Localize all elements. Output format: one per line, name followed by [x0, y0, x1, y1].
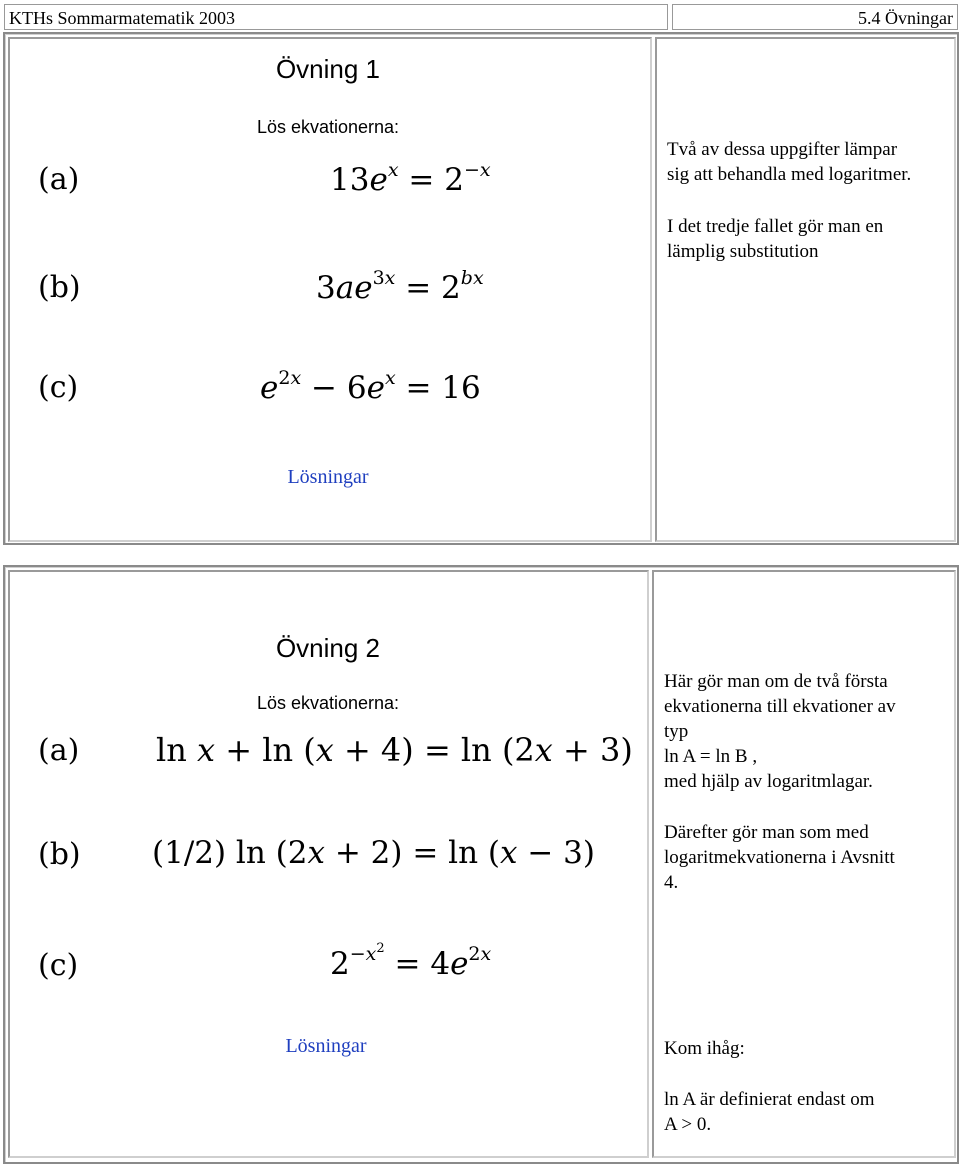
exercise-2-label-a: (a)	[38, 733, 80, 768]
exercise-1-note-1: Två av dessa uppgifter lämpar sig att behandla med logaritmer.	[667, 139, 912, 185]
exercise-1-solutions-link[interactable]: Lösningar	[287, 466, 369, 488]
header-section: 5.4 Övningar	[858, 8, 953, 28]
exercise-1-instruction: Lös ekvationerna:	[256, 117, 400, 137]
exercise-1-equation-c: $e^{2x} - 6e^x = 16$	[260, 367, 481, 406]
exercise-2-label-c: (c)	[38, 948, 79, 983]
exercise-1-equation-a: $13e^x = 2^{-x}$	[330, 159, 491, 198]
header-right	[672, 4, 958, 30]
exercise-1-label-a: (a)	[38, 162, 80, 197]
exercise-2-note-1: Här gör man om de två första ekvationerna till ekvationer av typ ln A = ln B , med hjälp av logaritmlagar.	[664, 671, 896, 792]
exercise-2-equation-a: ln x + ln (x + 4) = ln (2x + 3)	[156, 731, 633, 769]
header-left	[4, 4, 668, 30]
exercise-2-solutions-link[interactable]: Lösningar	[285, 1035, 367, 1057]
exercise-1-equation-b: $3ae^{3x} = 2^{bx}$	[316, 267, 484, 306]
exercise-2-note-2: Därefter gör man som med logaritmekvationerna i Avsnitt 4.	[664, 822, 895, 893]
exercise-2-label-b: (b)	[38, 837, 81, 872]
header-title: KTHs Sommarmatematik 2003	[9, 8, 235, 28]
exercise-1-note-2: I det tredje fallet gör man en lämplig substitution	[667, 216, 884, 262]
exercise-1-label-c: (c)	[38, 370, 79, 405]
exercise-2-equation-c: $2^{-x^2} = 4e^{2x}$	[330, 941, 492, 982]
exercise-2-equation-b: (1/2) ln (2x + 2) = ln (x − 3)	[152, 835, 595, 871]
exercise-1-label-b: (b)	[38, 270, 81, 305]
exercise-1-title: Övning 1	[275, 54, 381, 84]
remember-title: Kom ihåg:	[664, 1038, 745, 1059]
exercise-2-title: Övning 2	[275, 633, 381, 663]
exercise-2-instruction: Lös ekvationerna:	[256, 693, 400, 713]
remember-text: ln A är definierat endast om A > 0.	[664, 1089, 875, 1135]
exercise-1-right-cell	[655, 37, 956, 542]
